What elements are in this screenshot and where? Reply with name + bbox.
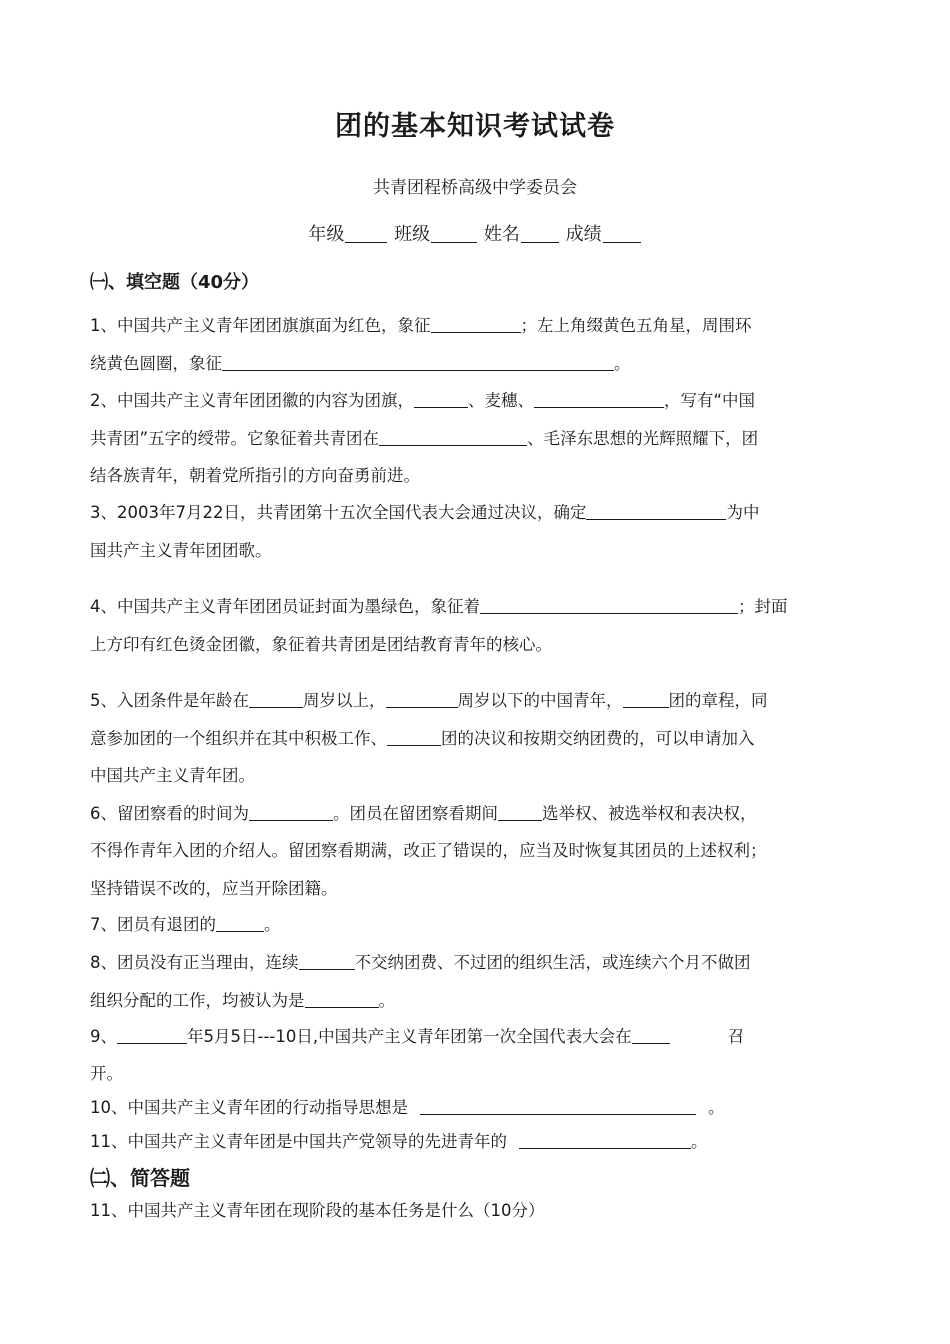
score-label: 成绩	[565, 224, 602, 245]
q5-text-a: 5、入团条件是年龄在	[90, 691, 249, 710]
q6-blank-1[interactable]	[249, 804, 333, 821]
q2-text-b: 、麦穗、	[468, 391, 534, 410]
q6-line-2: 不得作青年入团的介绍人。留团察看期满，改正了错误的，应当及时恢复其团员的上述权利；	[90, 841, 767, 860]
q8-text-d: 。	[378, 991, 395, 1010]
q4-line-1	[90, 596, 788, 618]
class-label: 班级	[394, 224, 431, 245]
q9-text-b: 年5月5日---10日,中国共产主义青年团第一次全国代表大会在	[187, 1027, 632, 1046]
q2-blank-3[interactable]	[379, 429, 527, 446]
q6-blank-2[interactable]	[498, 804, 542, 821]
q1-text-d: 。	[614, 354, 631, 373]
q3-line-2: 国共产主义青年团团歌。	[90, 541, 272, 560]
q4-text-b: ；封面	[738, 597, 788, 616]
name-blank[interactable]	[521, 224, 559, 243]
q3-text-a: 3、2003年7月22日，共青团第十五次全国代表大会通过决议，确定	[90, 503, 587, 522]
q10-text-b: 。	[708, 1098, 725, 1117]
q5-blank-4[interactable]	[387, 729, 441, 746]
q5-text-e: 意参加团的一个组织并在其中积极工作、	[90, 729, 387, 748]
q5-blank-2[interactable]	[386, 691, 458, 708]
q6-text-b: 。团员在留团察看期间	[333, 804, 498, 823]
q9-text-c: 召	[727, 1027, 745, 1046]
q2-blank-2[interactable]	[534, 391, 664, 408]
q6-text-c: 选举权、被选举权和表决权，	[542, 804, 757, 823]
q2-text-c: ，写有“中国	[664, 391, 756, 410]
grade-blank[interactable]	[345, 224, 387, 243]
q2-text-d: 共青团”五字的绶带。它象征着共青团在	[90, 429, 380, 448]
q10-blank-1[interactable]	[420, 1098, 696, 1115]
q4-blank-1[interactable]	[480, 597, 738, 614]
q3-line-1	[90, 502, 759, 524]
q6-line-1	[90, 803, 757, 825]
name-label: 姓名	[483, 224, 520, 245]
class-blank[interactable]	[431, 224, 477, 243]
q2-line-2	[90, 428, 758, 450]
q2-line-1	[90, 390, 755, 412]
q5-blank-1[interactable]	[249, 691, 303, 708]
q11-blank-1[interactable]	[519, 1132, 691, 1149]
q9-blank-2[interactable]	[632, 1027, 670, 1044]
q8-text-a: 8、团员没有正当理由，连续	[90, 953, 299, 972]
q3-blank-1[interactable]	[586, 503, 726, 520]
q10-line-1	[90, 1097, 725, 1119]
q11-text-b: 。	[691, 1132, 708, 1151]
exam-title: 团的基本知识考试试卷	[335, 111, 615, 142]
q2-text-e: 、毛泽东思想的光辉照耀下，团	[527, 429, 759, 448]
q8-blank-2[interactable]	[305, 991, 379, 1008]
q9-line-1	[90, 1026, 744, 1048]
q8-text-b: 不交纳团费、不过团的组织生活，或连续六个月不做团	[354, 953, 751, 972]
q1-text-c: 绕黄色圆圈，象征	[90, 354, 222, 373]
q1-text-a: 1、中国共产主义青年团团旗旗面为红色，象征	[90, 316, 431, 335]
q7-blank-1[interactable]	[216, 915, 264, 932]
q2-line-3: 结各族青年，朝着党所指引的方向奋勇前进。	[90, 466, 420, 485]
q8-blank-1[interactable]	[299, 953, 355, 970]
q2-blank-1[interactable]	[414, 391, 468, 408]
q7-text-b: 。	[264, 915, 281, 934]
grade-label: 年级	[308, 224, 345, 245]
q5-text-d: 团的章程，同	[668, 691, 768, 710]
q6-text-a: 6、留团察看的时间为	[90, 804, 249, 823]
q8-line-1	[90, 952, 751, 974]
q9-blank-1[interactable]	[117, 1027, 187, 1044]
q7-line-1	[90, 914, 281, 936]
section-fill-in-heading: ㈠、填空题（40分）	[90, 272, 260, 293]
q11-text-a: 11、中国共产主义青年团是中国共产党领导的先进青年的	[90, 1132, 507, 1151]
q2-text-a: 2、中国共产主义青年团团徽的内容为团旗，	[90, 391, 414, 410]
score-blank[interactable]	[603, 224, 641, 243]
q9-text-a: 9、	[90, 1027, 117, 1046]
student-info-line	[0, 220, 950, 246]
q5-text-f: 团的决议和按期交纳团费的，可以申请加入	[441, 729, 755, 748]
q5-line-2	[90, 728, 755, 750]
q5-line-1	[90, 690, 768, 712]
q12-line-1: 11、中国共产主义青年团在现阶段的基本任务是什么（10分）	[90, 1201, 545, 1220]
q11-line-1	[90, 1131, 708, 1153]
q4-line-2: 上方印有红色烫金团徽，象征着共青团是团结教育青年的核心。	[90, 635, 552, 654]
q3-text-b: 为中	[726, 503, 760, 522]
section-short-answer-heading: ㈡、简答题	[90, 1166, 190, 1190]
q1-line-2	[90, 353, 631, 375]
q9-line-2: 开。	[90, 1064, 123, 1083]
q1-blank-1[interactable]	[431, 316, 521, 333]
q5-blank-3[interactable]	[623, 691, 669, 708]
q6-line-3: 坚持错误不改的，应当开除团籍。	[90, 879, 338, 898]
q7-text-a: 7、团员有退团的	[90, 915, 216, 934]
q5-line-3: 中国共产主义青年团。	[90, 766, 255, 785]
q8-line-2	[90, 990, 395, 1012]
q5-text-b: 周岁以上，	[303, 691, 386, 710]
q1-line-1	[90, 315, 752, 337]
q4-text-a: 4、中国共产主义青年团团员证封面为墨绿色，象征着	[90, 597, 480, 616]
exam-subtitle: 共青团程桥高级中学委员会	[373, 178, 577, 198]
q1-blank-2[interactable]	[222, 354, 614, 371]
q8-text-c: 组织分配的工作，均被认为是	[90, 991, 305, 1010]
q5-text-c: 周岁以下的中国青年，	[457, 691, 623, 710]
q10-text-a: 10、中国共产主义青年团的行动指导思想是	[90, 1098, 408, 1117]
q1-text-b: ；左上角缀黄色五角星，周围环	[520, 316, 752, 335]
